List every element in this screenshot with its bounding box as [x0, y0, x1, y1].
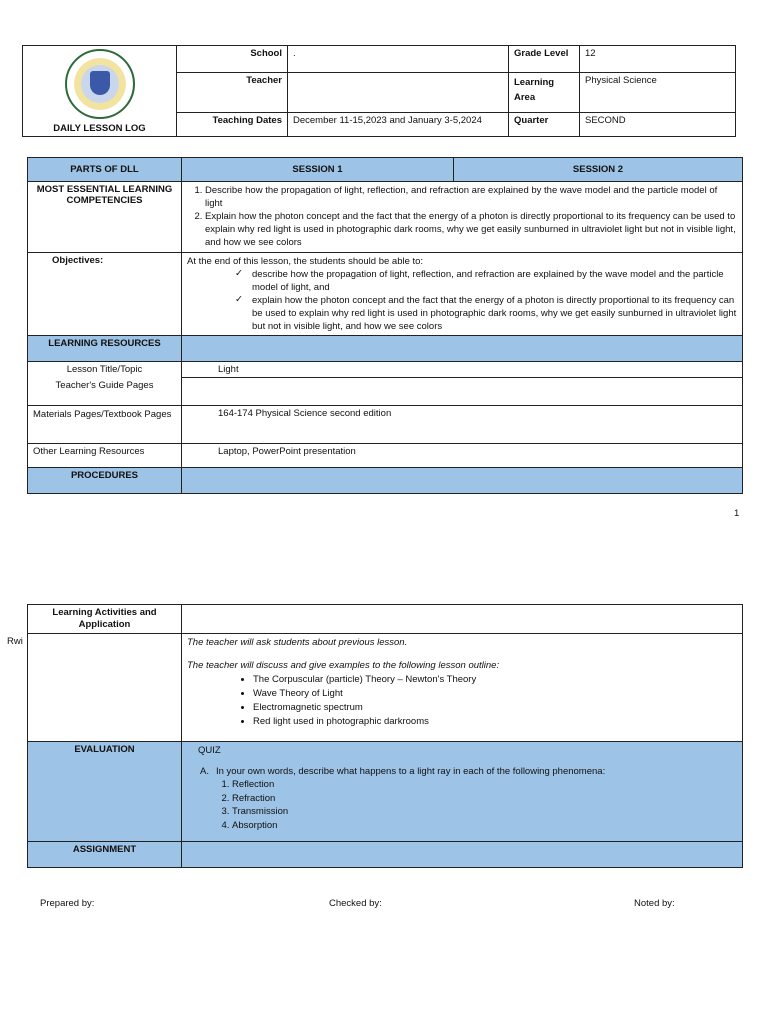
evaluation-label: EVALUATION — [28, 742, 182, 842]
quiz-question: A. In your own words, describe what happens to a light ray in each of the following phenomena: — [200, 765, 606, 777]
prepared-by: Prepared by: — [40, 898, 95, 909]
area-label: Learning Area — [509, 73, 580, 113]
outline-list — [243, 673, 737, 729]
deped-seal-icon — [65, 49, 135, 119]
objective-item: ✓ describe how the propagation of light, reflection, and refraction are explained by the wave model and the particle model of light, and — [235, 268, 724, 293]
topic-value: Light — [182, 362, 743, 378]
grade-label: Grade Level — [509, 46, 580, 73]
teacher-label: Teacher — [177, 73, 288, 113]
document-title: DAILY LESSON LOG — [53, 122, 146, 134]
melc-item: 2. Explain how the photon concept and the fact that the energy of a photon is directly proportional to its frequency can be used to explain why red light is used in photographic dark rooms, why we get easily sunburned in ultraviolet light but not in visible light, and how we see colors — [205, 210, 737, 249]
resources-label: LEARNING RESOURCES — [28, 336, 182, 362]
activities-content — [182, 634, 743, 742]
dates-value: December 11-15,2023 and January 3-5,2024 — [288, 113, 509, 137]
checkmark-icon: ✓ — [235, 268, 243, 279]
topic-label: Lesson Title/Topic — [28, 362, 182, 378]
other-label: Other Learning Resources — [28, 444, 182, 468]
area-value: Physical Science — [580, 73, 736, 113]
activity-line: The teacher will ask students about previous lesson. — [187, 637, 408, 648]
col-header-parts: PARTS OF DLL — [28, 158, 182, 182]
assignment-blank — [182, 842, 743, 868]
quiz-item: 2. Refraction — [232, 792, 737, 806]
school-label: School — [177, 46, 288, 73]
objectives-list — [235, 268, 737, 333]
melc-list — [187, 184, 737, 249]
col-header-session1: SESSION 1 — [182, 158, 454, 182]
quiz-item: 3. Transmission — [232, 805, 737, 819]
checkmark-icon: ✓ — [235, 294, 243, 305]
dll-table — [27, 157, 743, 494]
objective-item: ✓ explain how the photon concept and the fact that the energy of a photon is directly proportional to its frequency can be used to explain why red light is used in photographic dark rooms, why we get easily sunburned in ultraviolet light but not in visible light, and how we see colors — [235, 294, 737, 332]
guide-value — [182, 378, 743, 406]
dll-table-page2 — [27, 604, 743, 868]
procedures-blank — [182, 468, 743, 494]
outline-item: • The Corpuscular (particle) Theory – Newton's Theory — [253, 673, 737, 687]
quiz-items — [214, 778, 737, 832]
quiz-letter: A. — [200, 765, 209, 777]
assignment-label: ASSIGNMENT — [28, 842, 182, 868]
materials-label: Materials Pages/Textbook Pages — [28, 406, 182, 444]
outline-item: • Red light used in photographic darkrooms — [253, 715, 737, 729]
outline-item: • Wave Theory of Light — [253, 687, 737, 701]
melc-label: MOST ESSENTIAL LEARNING COMPETENCIES — [28, 182, 182, 253]
evaluation-content — [182, 742, 743, 842]
grade-value: 12 — [580, 46, 736, 73]
activities-blank — [182, 605, 743, 634]
objectives-label: Objectives: — [28, 253, 182, 336]
teacher-value — [288, 73, 509, 113]
header-table — [22, 45, 736, 137]
col-header-session2: SESSION 2 — [454, 158, 743, 182]
page-number: 1 — [734, 508, 740, 519]
dates-label: Teaching Dates — [177, 113, 288, 137]
objectives-intro: At the end of this lesson, the students should be able to: — [187, 256, 424, 267]
noted-by: Noted by: — [634, 898, 675, 909]
melc-content — [182, 182, 743, 253]
other-value: Laptop, PowerPoint presentation — [182, 444, 743, 468]
school-value: . — [288, 46, 509, 73]
procedures-label: PROCEDURES — [28, 468, 182, 494]
quiz-item: 1. Reflection — [232, 778, 737, 792]
quarter-value: SECOND — [580, 113, 736, 137]
quiz-label: QUIZ — [198, 745, 221, 756]
guide-label: Teacher's Guide Pages — [28, 378, 182, 406]
materials-value: 164-174 Physical Science second edition — [182, 406, 743, 444]
logo-cell — [23, 46, 177, 137]
quarter-label: Quarter — [509, 113, 580, 137]
activity-line: The teacher will discuss and give examples to the following lesson outline: — [187, 660, 500, 671]
melc-item: 1. Describe how the propagation of light, reflection, and refraction are explained by the wave model and the particle model of light — [205, 184, 737, 210]
objectives-content — [182, 253, 743, 336]
activities-left-blank — [28, 634, 182, 742]
quiz-item: 4. Absorption — [232, 819, 737, 833]
side-text: Rwi — [7, 636, 23, 647]
checked-by: Checked by: — [329, 898, 382, 909]
outline-item: • Electromagnetic spectrum — [253, 701, 737, 715]
resources-blank — [182, 336, 743, 362]
activities-label: Learning Activities and Application — [28, 605, 182, 634]
